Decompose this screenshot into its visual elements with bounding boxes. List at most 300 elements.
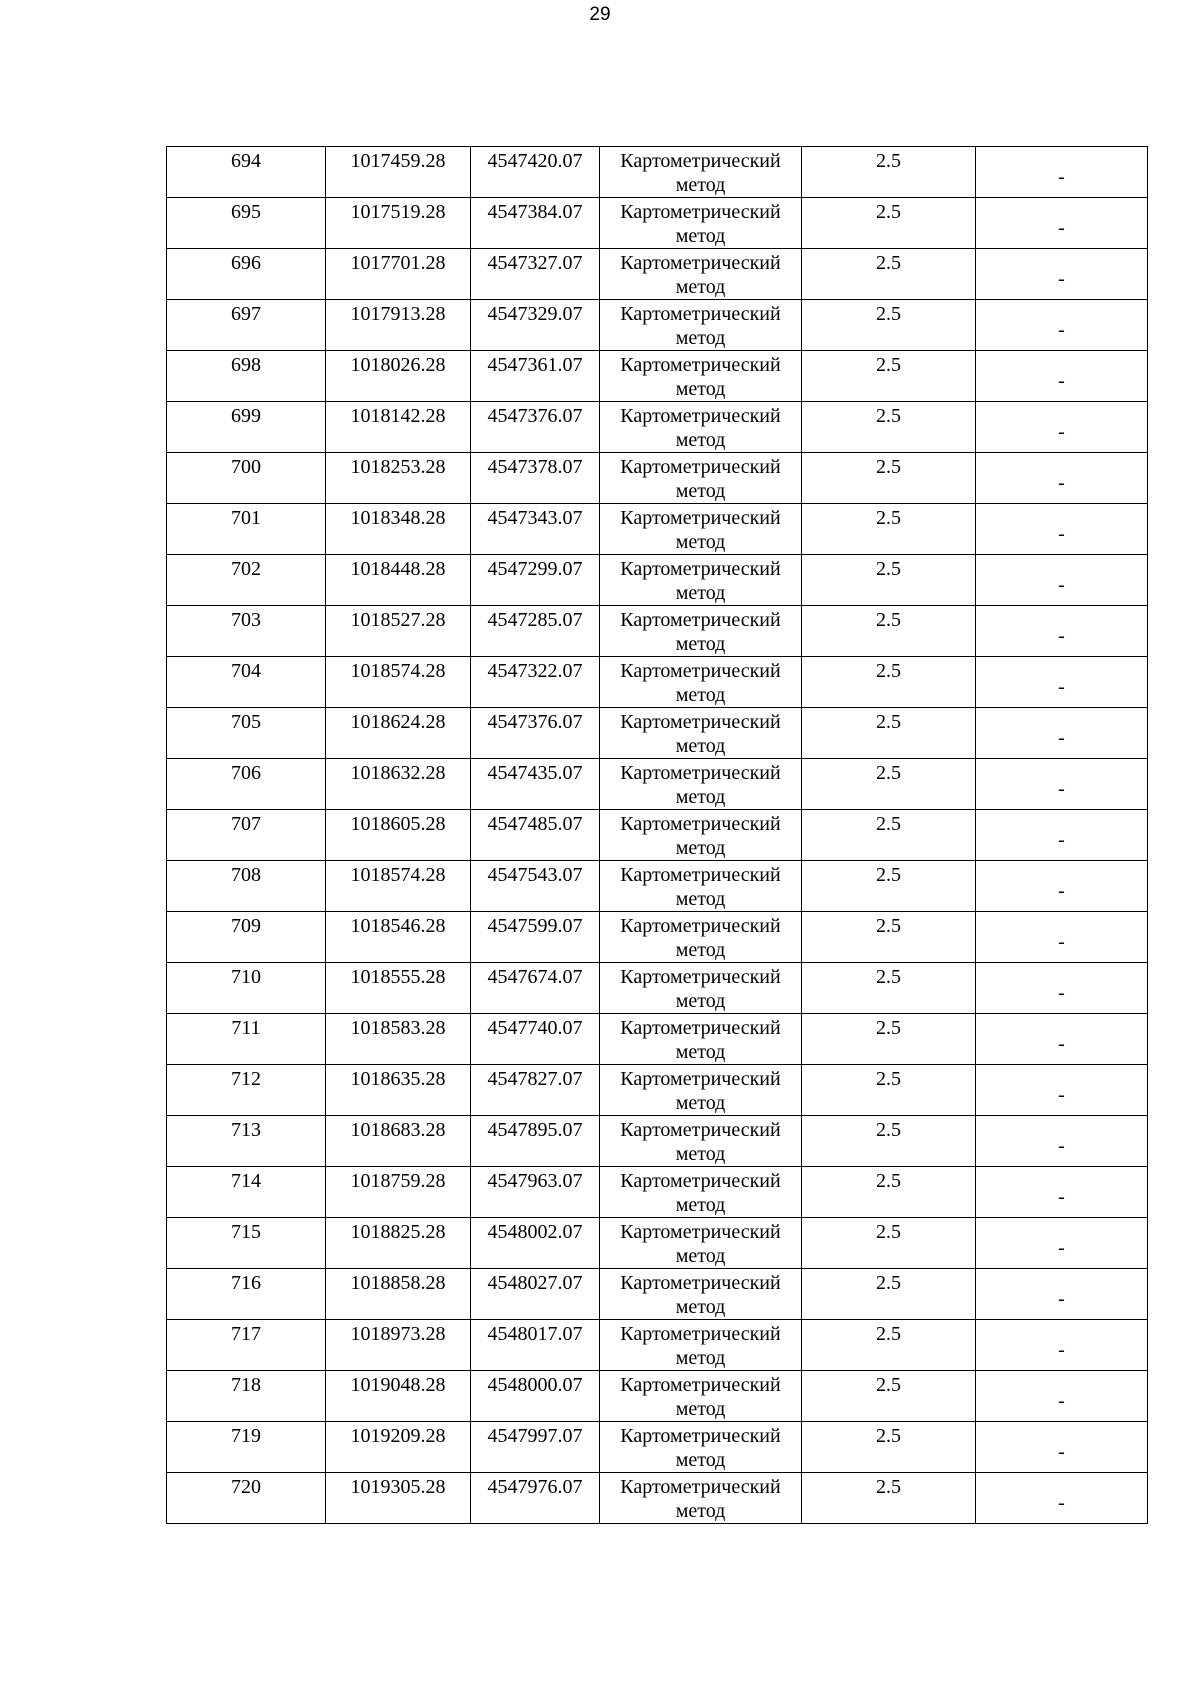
y-coordinate-text: 4547376.07: [487, 711, 583, 733]
y-coordinate-text: 4547343.07: [487, 507, 583, 529]
x-coordinate-text: 1018635.28: [350, 1068, 446, 1090]
point-number-text: 713: [231, 1119, 261, 1141]
y-coordinate-text: 4547285.07: [487, 609, 583, 631]
table-row: [167, 147, 1148, 198]
point-number-text: 695: [231, 201, 261, 223]
x-coordinate-cell: [326, 1116, 471, 1167]
y-coordinate-cell: [471, 1116, 600, 1167]
table-row: [167, 402, 1148, 453]
x-coordinate-cell: [326, 1218, 471, 1269]
y-coordinate-text: 4548002.07: [487, 1221, 583, 1243]
x-coordinate-cell: [326, 708, 471, 759]
method-cell: [600, 708, 802, 759]
accuracy-cell: [802, 1167, 976, 1218]
point-number-cell: [167, 147, 326, 198]
x-coordinate-text: 1017913.28: [350, 303, 446, 325]
method-text: Картометрический метод: [620, 1119, 781, 1165]
accuracy-text: 2.5: [876, 354, 901, 376]
x-coordinate-text: 1019048.28: [350, 1374, 446, 1396]
point-number-text: 700: [231, 456, 261, 478]
x-coordinate-cell: [326, 249, 471, 300]
x-coordinate-text: 1019209.28: [350, 1425, 446, 1447]
y-coordinate-cell: [471, 810, 600, 861]
note-cell: [976, 555, 1148, 606]
table-row: [167, 198, 1148, 249]
coordinates-table: [166, 146, 1148, 1524]
x-coordinate-text: 1019305.28: [350, 1476, 446, 1498]
note-text: -: [1058, 1237, 1065, 1259]
note-text: -: [1058, 931, 1065, 953]
accuracy-cell: [802, 912, 976, 963]
accuracy-cell: [802, 861, 976, 912]
note-text: -: [1058, 370, 1065, 392]
method-text: Картометрический метод: [620, 1170, 781, 1216]
method-text: Картометрический метод: [620, 456, 781, 502]
note-cell: [976, 402, 1148, 453]
point-number-cell: [167, 1116, 326, 1167]
accuracy-text: 2.5: [876, 1170, 901, 1192]
x-coordinate-text: 1018605.28: [350, 813, 446, 835]
point-number-cell: [167, 1422, 326, 1473]
y-coordinate-text: 4547322.07: [487, 660, 583, 682]
method-text: Картометрический метод: [620, 201, 781, 247]
y-coordinate-cell: [471, 1065, 600, 1116]
x-coordinate-cell: [326, 1269, 471, 1320]
y-coordinate-text: 4547997.07: [487, 1425, 583, 1447]
point-number-cell: [167, 1014, 326, 1065]
method-text: Картометрический метод: [620, 915, 781, 961]
point-number-text: 701: [231, 507, 261, 529]
accuracy-text: 2.5: [876, 1221, 901, 1243]
method-text: Картометрический метод: [620, 1068, 781, 1114]
table-row: [167, 810, 1148, 861]
point-number-cell: [167, 1167, 326, 1218]
accuracy-cell: [802, 453, 976, 504]
method-text: Картометрический метод: [620, 507, 781, 553]
note-text: -: [1058, 727, 1065, 749]
accuracy-text: 2.5: [876, 864, 901, 886]
table-row: [167, 249, 1148, 300]
point-number-text: 718: [231, 1374, 261, 1396]
x-coordinate-text: 1017459.28: [350, 150, 446, 172]
y-coordinate-cell: [471, 606, 600, 657]
point-number-cell: [167, 1473, 326, 1524]
x-coordinate-text: 1018527.28: [350, 609, 446, 631]
method-text: Картометрический метод: [620, 609, 781, 655]
y-coordinate-text: 4547329.07: [487, 303, 583, 325]
accuracy-text: 2.5: [876, 915, 901, 937]
point-number-cell: [167, 963, 326, 1014]
table-row: [167, 1167, 1148, 1218]
accuracy-text: 2.5: [876, 1374, 901, 1396]
accuracy-cell: [802, 963, 976, 1014]
point-number-text: 703: [231, 609, 261, 631]
method-text: Картометрический метод: [620, 762, 781, 808]
method-text: Картометрический метод: [620, 1221, 781, 1267]
method-text: Картометрический метод: [620, 150, 781, 196]
note-cell: [976, 657, 1148, 708]
accuracy-text: 2.5: [876, 1476, 901, 1498]
note-text: -: [1058, 625, 1065, 647]
accuracy-text: 2.5: [876, 1017, 901, 1039]
accuracy-text: 2.5: [876, 201, 901, 223]
x-coordinate-text: 1018583.28: [350, 1017, 446, 1039]
y-coordinate-text: 4547740.07: [487, 1017, 583, 1039]
table-row: [167, 555, 1148, 606]
coordinates-table-body: [167, 147, 1148, 1524]
method-cell: [600, 504, 802, 555]
point-number-cell: [167, 1269, 326, 1320]
point-number-text: 717: [231, 1323, 261, 1345]
accuracy-text: 2.5: [876, 813, 901, 835]
table-row: [167, 861, 1148, 912]
table-row: [167, 1269, 1148, 1320]
x-coordinate-cell: [326, 402, 471, 453]
x-coordinate-cell: [326, 555, 471, 606]
x-coordinate-cell: [326, 1065, 471, 1116]
table-row: [167, 606, 1148, 657]
point-number-text: 699: [231, 405, 261, 427]
note-text: -: [1058, 472, 1065, 494]
method-text: Картометрический метод: [620, 966, 781, 1012]
method-cell: [600, 1371, 802, 1422]
note-text: -: [1058, 217, 1065, 239]
y-coordinate-text: 4548017.07: [487, 1323, 583, 1345]
method-cell: [600, 249, 802, 300]
accuracy-text: 2.5: [876, 303, 901, 325]
note-text: -: [1058, 1135, 1065, 1157]
accuracy-cell: [802, 1014, 976, 1065]
y-coordinate-text: 4547485.07: [487, 813, 583, 835]
x-coordinate-text: 1018624.28: [350, 711, 446, 733]
accuracy-text: 2.5: [876, 1425, 901, 1447]
point-number-cell: [167, 504, 326, 555]
y-coordinate-cell: [471, 147, 600, 198]
accuracy-cell: [802, 504, 976, 555]
table-row: [167, 504, 1148, 555]
y-coordinate-cell: [471, 912, 600, 963]
table-row: [167, 1320, 1148, 1371]
y-coordinate-cell: [471, 249, 600, 300]
point-number-text: 714: [231, 1170, 261, 1192]
method-text: Картометрический метод: [620, 405, 781, 451]
method-text: Картометрический метод: [620, 354, 781, 400]
x-coordinate-text: 1018759.28: [350, 1170, 446, 1192]
accuracy-cell: [802, 810, 976, 861]
point-number-cell: [167, 351, 326, 402]
y-coordinate-text: 4547361.07: [487, 354, 583, 376]
note-cell: [976, 861, 1148, 912]
x-coordinate-text: 1018574.28: [350, 660, 446, 682]
point-number-cell: [167, 300, 326, 351]
y-coordinate-cell: [471, 1473, 600, 1524]
note-cell: [976, 1167, 1148, 1218]
accuracy-cell: [802, 555, 976, 606]
point-number-text: 708: [231, 864, 261, 886]
x-coordinate-cell: [326, 963, 471, 1014]
point-number-text: 702: [231, 558, 261, 580]
note-text: -: [1058, 1186, 1065, 1208]
x-coordinate-text: 1018348.28: [350, 507, 446, 529]
point-number-cell: [167, 708, 326, 759]
y-coordinate-text: 4547963.07: [487, 1170, 583, 1192]
point-number-cell: [167, 657, 326, 708]
note-cell: [976, 198, 1148, 249]
y-coordinate-cell: [471, 1371, 600, 1422]
accuracy-cell: [802, 300, 976, 351]
x-coordinate-cell: [326, 606, 471, 657]
accuracy-cell: [802, 249, 976, 300]
table-row: [167, 1473, 1148, 1524]
point-number-text: 709: [231, 915, 261, 937]
method-cell: [600, 1167, 802, 1218]
table-row: [167, 1014, 1148, 1065]
point-number-text: 706: [231, 762, 261, 784]
y-coordinate-text: 4547895.07: [487, 1119, 583, 1141]
x-coordinate-cell: [326, 504, 471, 555]
y-coordinate-text: 4547420.07: [487, 150, 583, 172]
x-coordinate-cell: [326, 759, 471, 810]
accuracy-text: 2.5: [876, 150, 901, 172]
note-cell: [976, 708, 1148, 759]
y-coordinate-text: 4547827.07: [487, 1068, 583, 1090]
table-row: [167, 912, 1148, 963]
method-text: Картометрический метод: [620, 1425, 781, 1471]
point-number-text: 694: [231, 150, 261, 172]
method-cell: [600, 453, 802, 504]
table-row: [167, 759, 1148, 810]
x-coordinate-cell: [326, 1167, 471, 1218]
accuracy-cell: [802, 1371, 976, 1422]
point-number-cell: [167, 861, 326, 912]
x-coordinate-cell: [326, 453, 471, 504]
y-coordinate-cell: [471, 453, 600, 504]
note-text: -: [1058, 1492, 1065, 1514]
y-coordinate-text: 4547976.07: [487, 1476, 583, 1498]
y-coordinate-text: 4547378.07: [487, 456, 583, 478]
method-text: Картометрический метод: [620, 711, 781, 757]
y-coordinate-cell: [471, 1422, 600, 1473]
note-cell: [976, 963, 1148, 1014]
note-cell: [976, 1422, 1148, 1473]
y-coordinate-text: 4547435.07: [487, 762, 583, 784]
note-text: -: [1058, 268, 1065, 290]
table-row: [167, 1218, 1148, 1269]
method-cell: [600, 606, 802, 657]
note-cell: [976, 1320, 1148, 1371]
y-coordinate-cell: [471, 1320, 600, 1371]
note-cell: [976, 606, 1148, 657]
note-cell: [976, 249, 1148, 300]
method-cell: [600, 147, 802, 198]
table-row: [167, 1422, 1148, 1473]
method-cell: [600, 1422, 802, 1473]
accuracy-text: 2.5: [876, 1272, 901, 1294]
note-text: -: [1058, 778, 1065, 800]
method-text: Картометрический метод: [620, 660, 781, 706]
method-text: Картометрический метод: [620, 252, 781, 298]
note-cell: [976, 1473, 1148, 1524]
accuracy-text: 2.5: [876, 660, 901, 682]
note-text: -: [1058, 982, 1065, 1004]
table-row: [167, 963, 1148, 1014]
note-cell: [976, 1218, 1148, 1269]
point-number-text: 697: [231, 303, 261, 325]
method-cell: [600, 1269, 802, 1320]
accuracy-text: 2.5: [876, 252, 901, 274]
accuracy-cell: [802, 1116, 976, 1167]
y-coordinate-text: 4548000.07: [487, 1374, 583, 1396]
y-coordinate-cell: [471, 504, 600, 555]
y-coordinate-cell: [471, 300, 600, 351]
method-text: Картометрический метод: [620, 1374, 781, 1420]
note-text: -: [1058, 1339, 1065, 1361]
accuracy-text: 2.5: [876, 456, 901, 478]
method-cell: [600, 963, 802, 1014]
table-row: [167, 708, 1148, 759]
point-number-text: 711: [231, 1017, 261, 1039]
note-text: -: [1058, 829, 1065, 851]
x-coordinate-text: 1017519.28: [350, 201, 446, 223]
table-row: [167, 1116, 1148, 1167]
point-number-cell: [167, 912, 326, 963]
y-coordinate-text: 4547327.07: [487, 252, 583, 274]
accuracy-cell: [802, 351, 976, 402]
x-coordinate-cell: [326, 198, 471, 249]
y-coordinate-text: 4547384.07: [487, 201, 583, 223]
note-text: -: [1058, 1288, 1065, 1310]
y-coordinate-cell: [471, 657, 600, 708]
note-cell: [976, 147, 1148, 198]
y-coordinate-text: 4548027.07: [487, 1272, 583, 1294]
x-coordinate-cell: [326, 1422, 471, 1473]
note-text: -: [1058, 1033, 1065, 1055]
note-cell: [976, 504, 1148, 555]
x-coordinate-cell: [326, 1014, 471, 1065]
accuracy-cell: [802, 708, 976, 759]
accuracy-cell: [802, 606, 976, 657]
method-cell: [600, 555, 802, 606]
y-coordinate-text: 4547674.07: [487, 966, 583, 988]
x-coordinate-cell: [326, 810, 471, 861]
note-text: -: [1058, 880, 1065, 902]
accuracy-cell: [802, 1320, 976, 1371]
y-coordinate-cell: [471, 1269, 600, 1320]
table-row: [167, 1371, 1148, 1422]
method-cell: [600, 657, 802, 708]
point-number-cell: [167, 759, 326, 810]
note-text: -: [1058, 574, 1065, 596]
note-cell: [976, 759, 1148, 810]
method-cell: [600, 300, 802, 351]
accuracy-cell: [802, 1218, 976, 1269]
note-cell: [976, 1014, 1148, 1065]
accuracy-cell: [802, 1269, 976, 1320]
note-cell: [976, 1269, 1148, 1320]
method-cell: [600, 351, 802, 402]
point-number-text: 707: [231, 813, 261, 835]
point-number-text: 715: [231, 1221, 261, 1243]
note-cell: [976, 1371, 1148, 1422]
note-cell: [976, 300, 1148, 351]
accuracy-cell: [802, 198, 976, 249]
method-cell: [600, 1065, 802, 1116]
accuracy-text: 2.5: [876, 1068, 901, 1090]
x-coordinate-cell: [326, 147, 471, 198]
point-number-cell: [167, 249, 326, 300]
x-coordinate-text: 1018546.28: [350, 915, 446, 937]
point-number-cell: [167, 555, 326, 606]
point-number-cell: [167, 1371, 326, 1422]
point-number-text: 705: [231, 711, 261, 733]
note-cell: [976, 351, 1148, 402]
x-coordinate-text: 1018448.28: [350, 558, 446, 580]
table-row: [167, 453, 1148, 504]
x-coordinate-cell: [326, 1371, 471, 1422]
y-coordinate-cell: [471, 1167, 600, 1218]
note-cell: [976, 453, 1148, 504]
x-coordinate-text: 1018632.28: [350, 762, 446, 784]
y-coordinate-cell: [471, 351, 600, 402]
method-cell: [600, 759, 802, 810]
x-coordinate-text: 1018253.28: [350, 456, 446, 478]
y-coordinate-cell: [471, 759, 600, 810]
x-coordinate-text: 1017701.28: [350, 252, 446, 274]
x-coordinate-text: 1018142.28: [350, 405, 446, 427]
y-coordinate-cell: [471, 198, 600, 249]
note-text: -: [1058, 676, 1065, 698]
y-coordinate-text: 4547376.07: [487, 405, 583, 427]
x-coordinate-cell: [326, 861, 471, 912]
method-text: Картометрический метод: [620, 303, 781, 349]
table-row: [167, 351, 1148, 402]
note-cell: [976, 1116, 1148, 1167]
method-text: Картометрический метод: [620, 1017, 781, 1063]
y-coordinate-text: 4547543.07: [487, 864, 583, 886]
note-text: -: [1058, 1441, 1065, 1463]
point-number-text: 716: [231, 1272, 261, 1294]
accuracy-text: 2.5: [876, 762, 901, 784]
x-coordinate-cell: [326, 912, 471, 963]
x-coordinate-cell: [326, 1320, 471, 1371]
point-number-cell: [167, 402, 326, 453]
method-cell: [600, 1116, 802, 1167]
accuracy-text: 2.5: [876, 966, 901, 988]
method-text: Картометрический метод: [620, 558, 781, 604]
accuracy-text: 2.5: [876, 1323, 901, 1345]
accuracy-text: 2.5: [876, 558, 901, 580]
point-number-cell: [167, 1065, 326, 1116]
accuracy-text: 2.5: [876, 405, 901, 427]
point-number-cell: [167, 606, 326, 657]
note-text: -: [1058, 523, 1065, 545]
y-coordinate-cell: [471, 555, 600, 606]
method-cell: [600, 1320, 802, 1371]
point-number-cell: [167, 453, 326, 504]
point-number-cell: [167, 1218, 326, 1269]
y-coordinate-cell: [471, 963, 600, 1014]
accuracy-text: 2.5: [876, 711, 901, 733]
method-text: Картометрический метод: [620, 1476, 781, 1522]
x-coordinate-cell: [326, 1473, 471, 1524]
method-cell: [600, 1218, 802, 1269]
note-text: -: [1058, 1390, 1065, 1412]
point-number-text: 712: [231, 1068, 261, 1090]
note-cell: [976, 1065, 1148, 1116]
note-text: -: [1058, 1084, 1065, 1106]
point-number-text: 696: [231, 252, 261, 274]
accuracy-cell: [802, 1422, 976, 1473]
